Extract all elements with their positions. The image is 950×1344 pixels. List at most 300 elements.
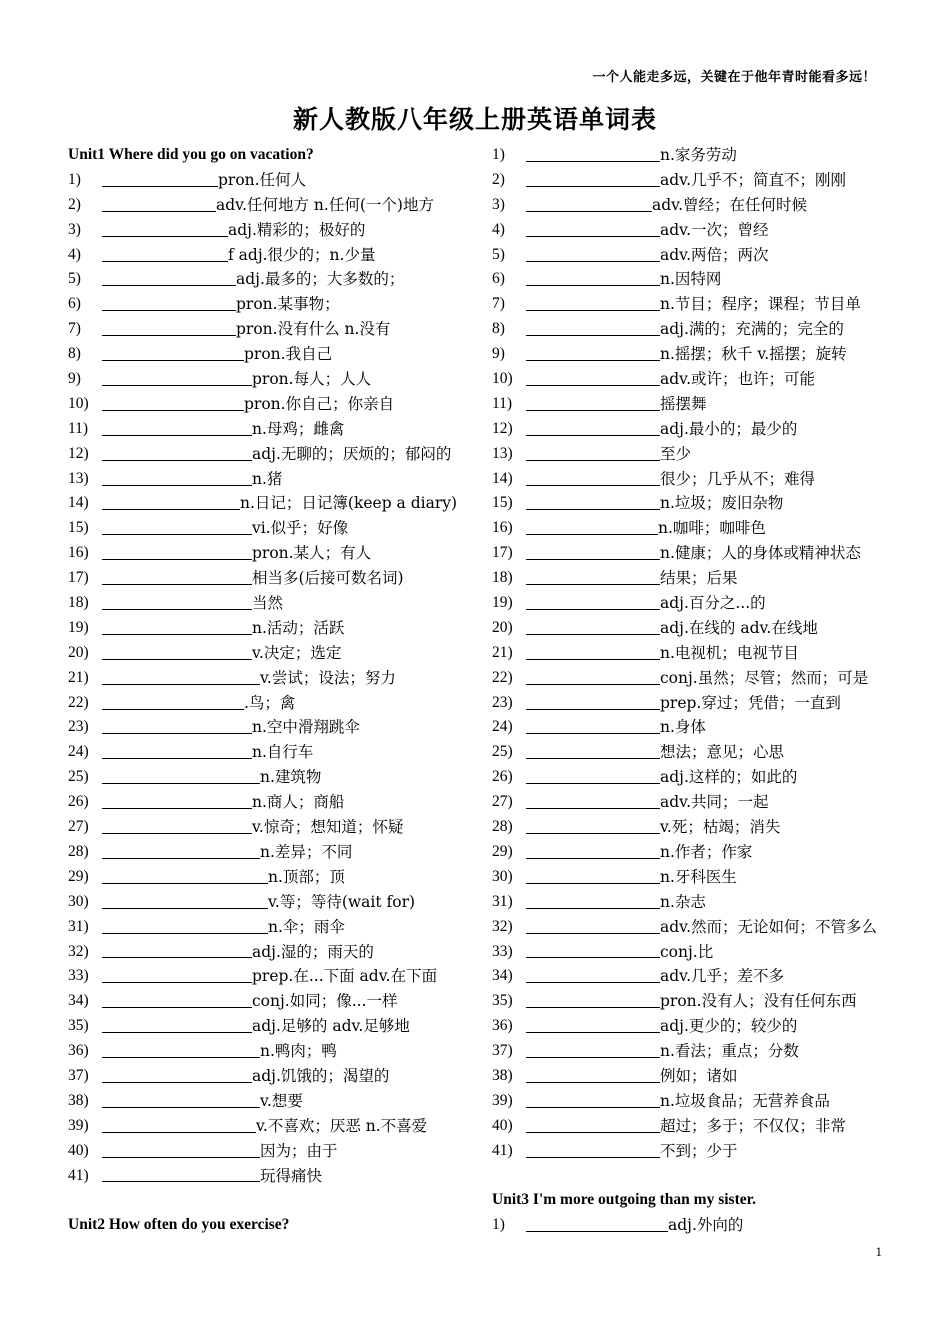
word-row [68,243,488,268]
item-number: 24) [68,743,89,761]
item-number: 27) [68,818,89,836]
answer-blank[interactable] [102,933,268,934]
word-row [492,1114,912,1139]
item-number: 34) [68,992,89,1010]
item-number: 17) [492,544,513,562]
item-number: 41) [492,1141,513,1159]
answer-blank[interactable] [526,509,660,510]
item-number: 35) [492,992,513,1010]
word-definition: n.看法；重点；分数 [660,1042,799,1061]
answer-blank[interactable] [102,1032,252,1033]
word-row [68,1139,488,1164]
answer-blank[interactable] [102,1132,256,1133]
answer-blank[interactable] [102,261,228,262]
answer-blank[interactable] [526,1231,668,1232]
item-number: 25) [492,743,513,761]
word-definition: adj.精彩的；极好的 [228,220,366,239]
word-definition: v.死；枯竭；消失 [660,818,781,837]
word-row [492,765,912,790]
word-definition: n.自行车 [252,743,314,762]
answer-blank[interactable] [102,783,260,784]
word-definition: n.作者；作家 [660,842,753,861]
word-row [492,367,912,392]
item-number: 28) [492,818,513,836]
answer-blank[interactable] [526,684,660,685]
item-number: 36) [68,1042,89,1060]
item-number: 4) [68,245,81,263]
item-number: 29) [68,867,89,885]
word-definition: adj.足够的 adv.足够地 [252,1017,410,1036]
word-definition: 摇摆舞 [660,394,707,413]
word-definition: v.惊奇；想知道；怀疑 [252,818,404,837]
answer-blank[interactable] [102,509,240,510]
word-definition: pron.没有人；没有任何东西 [660,992,857,1011]
word-definition: adv.一次；曾经 [660,220,769,239]
item-number: 11) [492,394,513,412]
word-definition: n.活动；活跃 [252,618,345,637]
answer-blank[interactable] [526,957,660,958]
item-number: 7) [68,320,81,338]
answer-blank[interactable] [102,410,244,411]
item-number: 30) [492,867,513,885]
item-number: 17) [68,569,89,587]
answer-blank[interactable] [526,261,660,262]
word-row [68,342,488,367]
item-number: 20) [492,618,513,636]
item-number: 23) [492,693,513,711]
answer-blank[interactable] [102,684,260,685]
page-title: 新人教版八年级上册英语单词表 [292,105,657,134]
word-row [68,1089,488,1114]
word-definition: n.家务劳动 [660,146,737,164]
word-row [492,317,912,342]
word-row [492,442,912,467]
answer-blank[interactable] [102,534,252,535]
answer-blank[interactable] [526,1157,660,1158]
answer-blank[interactable] [526,858,660,859]
word-row [492,964,912,989]
word-definition: conj.比 [660,942,714,961]
word-row [68,915,488,940]
answer-blank[interactable] [102,485,252,486]
word-definition: f adj.很少的；n.少量 [228,245,376,264]
answer-blank[interactable] [102,1107,260,1108]
answer-blank[interactable] [526,758,660,759]
answer-blank[interactable] [526,1082,660,1083]
item-number: 18) [68,594,89,612]
answer-blank[interactable] [102,310,236,311]
word-row [68,491,488,516]
word-definition: n.空中滑翔跳伞 [252,718,360,737]
answer-blank[interactable] [526,410,660,411]
spacer [492,1164,912,1189]
word-row [492,790,912,815]
word-definition: adv.几乎；差不多 [660,967,785,986]
item-number: 40) [492,1116,513,1134]
spacer [68,1188,488,1213]
word-row [492,890,912,915]
item-number: 3) [68,220,81,238]
word-row [492,1039,912,1064]
word-row [492,193,912,218]
word-definition: prep.在...下面 adv.在下面 [252,967,438,986]
item-number: 4) [492,220,505,238]
word-row [492,1213,912,1238]
answer-blank[interactable] [102,609,252,610]
word-row [68,940,488,965]
item-number: 27) [492,793,513,811]
answer-blank[interactable] [526,584,660,585]
word-row [68,442,488,467]
word-definition: adv.或许；也许；可能 [660,370,816,389]
answer-blank[interactable] [102,1057,260,1058]
word-row [68,790,488,815]
word-row [492,815,912,840]
word-row [68,292,488,317]
word-row [68,367,488,392]
answer-blank[interactable] [526,833,660,834]
item-number: 23) [68,718,89,736]
word-definition: n.摇摆；秋千 v.摇摆；旋转 [660,345,847,364]
answer-blank[interactable] [102,883,268,884]
answer-blank[interactable] [526,310,660,311]
item-number: 39) [68,1116,89,1134]
word-definition: adv.两倍；两次 [660,245,769,264]
word-row [492,641,912,666]
word-row [68,740,488,765]
word-definition: n.身体 [660,718,706,737]
answer-blank[interactable] [526,1132,660,1133]
word-definition: adj.更少的；较少的 [660,1017,798,1036]
answer-blank[interactable] [102,858,260,859]
word-row [492,342,912,367]
item-number: 10) [492,370,513,388]
answer-blank[interactable] [526,285,660,286]
item-number: 10) [68,394,89,412]
item-number: 39) [492,1091,513,1109]
unit2-word-list [492,143,912,1164]
word-row [492,566,912,591]
answer-blank[interactable] [526,982,660,983]
answer-blank[interactable] [526,385,660,386]
word-definition: adj.无聊的；厌烦的；郁闷的 [252,444,452,463]
word-definition: adj.外向的 [668,1216,744,1235]
item-number: 14) [68,494,89,512]
word-definition: n.电视机；电视节目 [660,643,799,662]
item-number: 15) [492,494,513,512]
answer-blank[interactable] [526,733,660,734]
answer-blank[interactable] [102,733,252,734]
word-definition: n.差异；不同 [260,842,353,861]
answer-blank[interactable] [102,559,252,560]
word-definition: 例如；诸如 [660,1066,738,1085]
word-definition: .鸟；禽 [244,693,296,712]
answer-blank[interactable] [526,236,660,237]
word-row [68,467,488,492]
answer-blank[interactable] [102,385,252,386]
item-number: 41) [68,1166,89,1184]
item-number: 18) [492,569,513,587]
word-row [68,641,488,666]
answer-blank[interactable] [102,460,252,461]
item-number: 19) [492,594,513,612]
word-definition: n.伞；雨伞 [268,917,345,936]
answer-blank[interactable] [526,609,660,610]
answer-blank[interactable] [102,211,216,212]
word-definition: 很少；几乎从不；难得 [660,469,816,488]
word-definition: adj.在线的 adv.在线地 [660,618,818,637]
word-row [492,1089,912,1114]
item-number: 24) [492,718,513,736]
answer-blank[interactable] [526,559,660,560]
word-row [68,865,488,890]
word-row [492,691,912,716]
word-definition: v.等；等待(wait for) [268,892,416,911]
item-number: 1) [492,1216,505,1234]
item-number: 31) [492,892,513,910]
answer-blank[interactable] [526,808,660,809]
right-column [492,143,912,1238]
word-row [492,218,912,243]
item-number: 30) [68,892,89,910]
item-number: 21) [68,668,89,686]
item-number: 8) [492,320,505,338]
word-row [68,890,488,915]
item-number: 1) [68,170,81,188]
item-number: 13) [492,444,513,462]
word-row [68,1014,488,1039]
item-number: 38) [68,1091,89,1109]
answer-blank[interactable] [102,435,252,436]
word-row [492,1014,912,1039]
word-definition: n.猪 [252,469,283,488]
answer-blank[interactable] [526,534,658,535]
unit1-heading: Unit1 Where did you go on vacation? [68,146,314,163]
item-number: 36) [492,1017,513,1035]
word-row [492,267,912,292]
answer-blank[interactable] [526,783,660,784]
word-row [492,292,912,317]
word-row [68,591,488,616]
word-row [68,317,488,342]
answer-blank[interactable] [526,435,660,436]
answer-blank[interactable] [526,460,660,461]
item-number: 38) [492,1066,513,1084]
answer-blank[interactable] [526,211,652,212]
answer-blank[interactable] [102,1007,252,1008]
word-definition: 不到；少于 [660,1141,738,1160]
item-number: 32) [492,917,513,935]
answer-blank[interactable] [102,908,268,909]
header-motto: 一个人能走多远，关键在于他年青时能看多远！ [592,70,876,85]
word-row [68,566,488,591]
answer-blank[interactable] [102,659,252,660]
word-definition: adv.几乎不；简直不；刚刚 [660,170,847,189]
word-definition: v.尝试；设法；努力 [260,668,396,687]
answer-blank[interactable] [526,1032,660,1033]
item-number: 33) [492,942,513,960]
item-number: 15) [68,519,89,537]
word-definition: v.不喜欢；厌恶 n.不喜爱 [256,1116,428,1135]
answer-blank[interactable] [102,584,252,585]
word-row [492,591,912,616]
item-number: 32) [68,942,89,960]
word-row [68,392,488,417]
word-row [492,467,912,492]
word-definition: adv.曾经；在任何时候 [652,195,808,214]
answer-blank[interactable] [526,933,660,934]
word-definition: pron.我自己 [244,345,333,364]
page-number: 1 [875,1244,882,1259]
word-definition: n.垃圾；废旧杂物 [660,494,784,513]
item-number: 13) [68,469,89,487]
word-definition: 因为；由于 [260,1141,338,1160]
word-definition: pron.没有什么 n.没有 [236,320,391,339]
answer-blank[interactable] [526,1057,660,1058]
item-number: 20) [68,643,89,661]
answer-blank[interactable] [102,957,252,958]
word-row [492,1064,912,1089]
word-row [68,616,488,641]
word-definition: adj.最多的；大多数的； [236,270,405,289]
word-row [492,491,912,516]
word-definition: n.鸭肉；鸭 [260,1042,337,1061]
item-number: 2) [492,170,505,188]
item-number: 9) [68,370,81,388]
word-definition: n.母鸡；雌禽 [252,419,345,438]
answer-blank[interactable] [102,285,236,286]
answer-blank[interactable] [526,709,660,710]
word-definition: 至少 [660,444,692,463]
word-definition: n.杂志 [660,892,706,911]
word-definition: n.因特网 [660,270,722,289]
item-number: 5) [492,245,505,263]
unit2-heading: Unit2 How often do you exercise? [68,1216,290,1234]
item-number: 37) [68,1066,89,1084]
item-number: 5) [68,270,81,288]
word-definition: n.咖啡；咖啡色 [658,519,766,538]
word-row [492,915,912,940]
word-row [492,1139,912,1164]
word-row [492,715,912,740]
item-number: 1) [492,146,505,163]
answer-blank[interactable] [102,982,252,983]
item-number: 12) [68,444,89,462]
word-row [68,516,488,541]
item-number: 34) [492,967,513,985]
item-number: 11) [68,419,89,437]
word-definition: v.决定；选定 [252,643,342,662]
word-definition: prep.穿过；凭借；一直到 [660,693,841,712]
answer-blank[interactable] [526,1007,660,1008]
word-definition: adj.最小的；最少的 [660,419,798,438]
word-row [68,691,488,716]
word-definition: adj.满的；充满的；完全的 [660,320,844,339]
answer-blank[interactable] [102,1082,252,1083]
item-number: 22) [492,668,513,686]
word-row [492,740,912,765]
left-column [68,143,488,1238]
item-number: 8) [68,345,81,363]
item-number: 12) [492,419,513,437]
word-definition: pron.某事物； [236,295,340,314]
word-definition: 相当多(后接可数名词) [252,569,404,588]
answer-blank[interactable] [526,1107,660,1108]
word-definition: n.节目；程序；课程；节目单 [660,295,861,314]
answer-blank[interactable] [526,360,660,361]
answer-blank[interactable] [102,335,236,336]
item-number: 22) [68,693,89,711]
answer-blank[interactable] [102,808,252,809]
word-definition: adj.百分之...的 [660,594,766,613]
word-row [68,989,488,1014]
word-definition: 玩得痛快 [260,1166,323,1185]
answer-blank[interactable] [526,883,660,884]
word-row [68,715,488,740]
item-number: 35) [68,1017,89,1035]
word-definition: adj.这样的；如此的 [660,768,798,787]
answer-blank[interactable] [102,709,244,710]
word-row [68,840,488,865]
answer-blank[interactable] [526,335,660,336]
word-row [68,666,488,691]
item-number: 14) [492,469,513,487]
answer-blank[interactable] [526,659,660,660]
item-number: 25) [68,768,89,786]
unit3-heading: Unit3 I'm more outgoing than my sister. [492,1191,756,1209]
answer-blank[interactable] [102,1181,260,1182]
word-definition: pron.每人；人人 [252,370,372,389]
answer-blank[interactable] [102,833,252,834]
word-row [68,1164,488,1189]
item-number: 37) [492,1042,513,1060]
item-number: 31) [68,917,89,935]
answer-blank[interactable] [526,161,660,162]
word-row [68,168,488,193]
answer-blank[interactable] [102,236,228,237]
unit3-word-list [492,1213,912,1238]
word-definition: conj.虽然；尽管；然而；可是 [660,668,869,687]
item-number: 26) [68,793,89,811]
item-number: 16) [492,519,513,537]
answer-blank[interactable] [102,1157,260,1158]
item-number: 6) [68,295,81,313]
word-definition: adj.湿的；雨天的 [252,942,374,961]
word-row [68,193,488,218]
answer-blank[interactable] [102,360,244,361]
answer-blank[interactable] [102,758,252,759]
word-row [68,218,488,243]
word-definition: 想法；意见；心思 [660,743,785,762]
answer-blank[interactable] [526,485,660,486]
word-row [492,243,912,268]
word-row [492,616,912,641]
item-number: 9) [492,345,505,363]
word-definition: adv.然而；无论如何；不管多么 [660,917,878,936]
answer-blank[interactable] [526,908,660,909]
item-number: 33) [68,967,89,985]
answer-blank[interactable] [102,186,218,187]
word-definition: conj.如同；像...一样 [252,992,398,1011]
word-definition: v.想要 [260,1091,303,1110]
item-number: 7) [492,295,505,313]
word-definition: adv.共同；一起 [660,793,769,812]
answer-blank[interactable] [102,634,252,635]
item-number: 16) [68,544,89,562]
word-row [492,143,912,168]
answer-blank[interactable] [526,186,660,187]
answer-blank[interactable] [526,634,660,635]
